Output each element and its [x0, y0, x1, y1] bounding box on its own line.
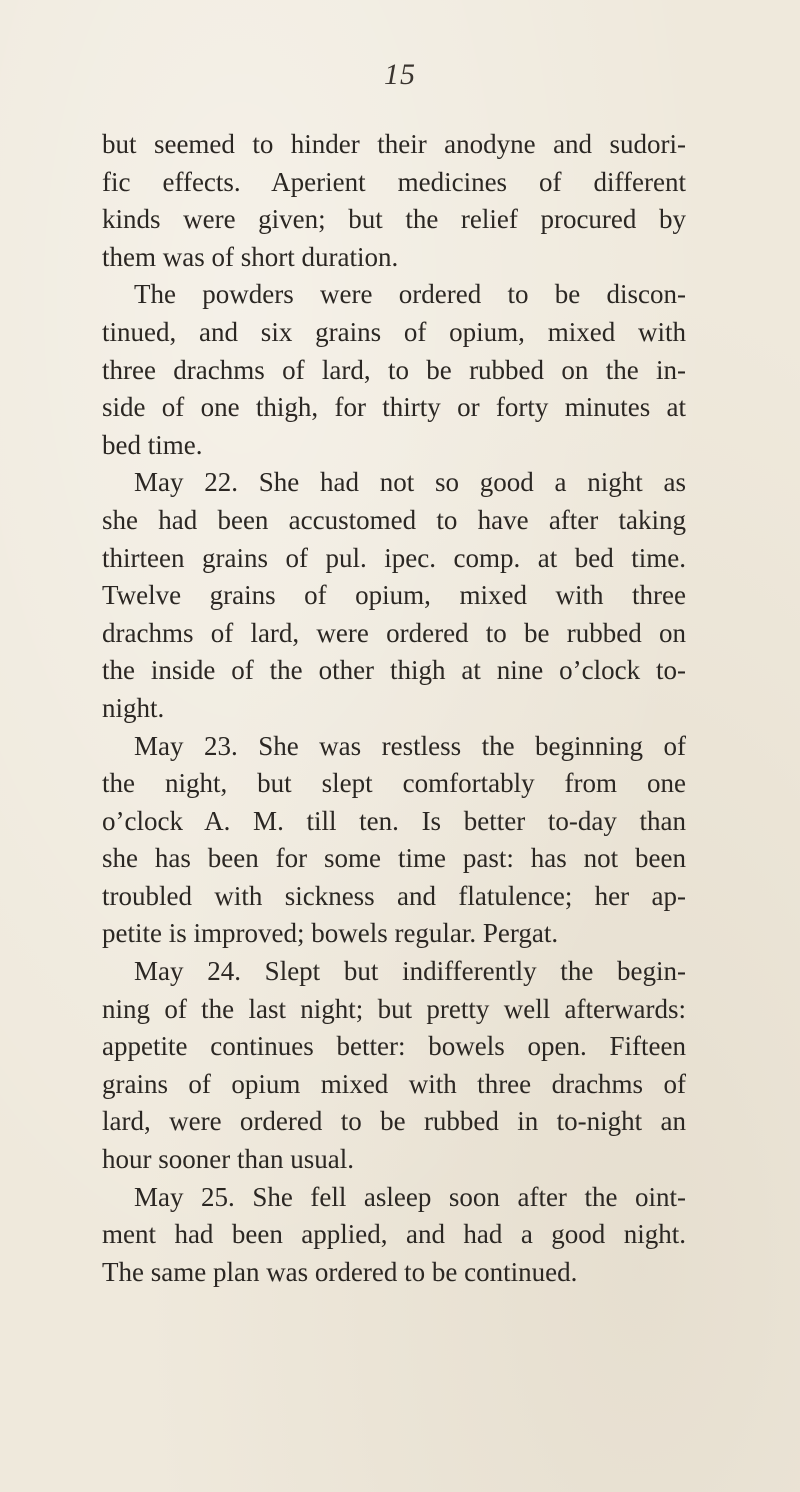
body-text: [102, 126, 686, 1291]
text-line: hour sooner than usual.: [102, 1144, 354, 1175]
text-line: The powders were ordered to be discon-: [134, 279, 686, 310]
text-line: troubled with sickness and flatulence; her ap-: [102, 880, 686, 911]
text-line: appetite continues better: bowels open. Fifteen: [102, 1031, 686, 1062]
text-line: the night, but slept comfortably from one: [102, 768, 686, 799]
text-line: side of one thigh, for thirty or forty minutes at: [102, 392, 686, 423]
text-line: lard, were ordered to be rubbed in to-night an: [102, 1106, 686, 1137]
text-line: grains of opium mixed with three drachms of: [102, 1068, 686, 1099]
text-line: bed time.: [102, 429, 203, 460]
text-line: she had been accustomed to have after taking: [102, 504, 686, 535]
text-line: The same plan was ordered to be continued.: [102, 1256, 578, 1287]
text-line: kinds were given; but the relief procured by: [102, 204, 686, 235]
text-line: o’clock A. M. till ten. Is better to-day than: [102, 805, 686, 836]
text-line: May 22. She had not so good a night as: [134, 467, 686, 498]
text-line: ment had been applied, and had a good night.: [102, 1219, 686, 1250]
text-line: fic effects. Aperient medicines of different: [102, 166, 686, 197]
text-line: May 23. She was restless the beginning of: [134, 730, 686, 761]
text-line: she has been for some time past: has not been: [102, 843, 686, 874]
text-line: the inside of the other thigh at nine o’clock to-: [102, 655, 686, 686]
text-line: them was of short duration.: [102, 241, 399, 272]
text-line: three drachms of lard, to be rubbed on the in-: [102, 354, 686, 385]
text-line: drachms of lard, were ordered to be rubbed on: [102, 617, 686, 648]
text-line: thirteen grains of pul. ipec. comp. at bed time.: [102, 542, 686, 573]
text-line: May 25. She fell asleep soon after the oint-: [134, 1181, 686, 1212]
text-line: Twelve grains of opium, mixed with three: [102, 580, 686, 611]
text-line: ning of the last night; but pretty well afterwards:: [102, 993, 686, 1024]
page-number: 15: [384, 58, 416, 91]
text-line: petite is improved; bowels regular. Pergat.: [102, 918, 559, 949]
text-line: tinued, and six grains of opium, mixed with: [102, 316, 686, 347]
text-line: night.: [102, 692, 165, 723]
text-line: May 24. Slept but indifferently the begin-: [134, 956, 686, 987]
text-line: but seemed to hinder their anodyne and sudori-: [102, 129, 686, 159]
